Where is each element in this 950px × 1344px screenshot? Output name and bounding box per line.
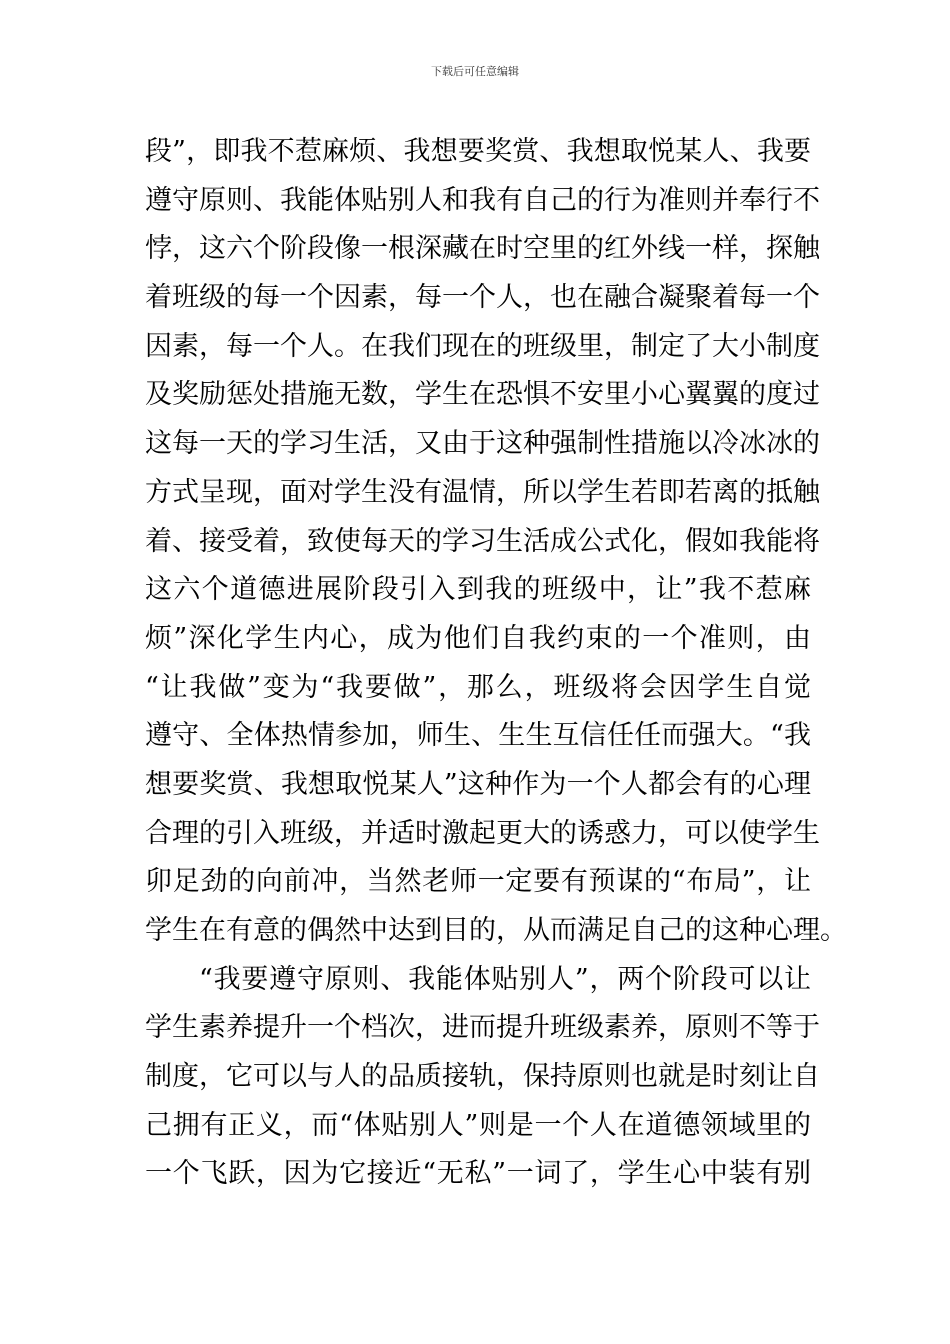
text-line: 着班级的每一个因素，每一个人，也在融合凝聚着每一个 — [145, 282, 820, 314]
text-line: 着、接受着，致使每天的学习生活成公式化，假如我能将 — [145, 525, 820, 557]
text-line: 想要奖赏、我想取悦某人”这种作为一个人都会有的心理 — [145, 768, 811, 800]
page-header: 下载后可任意编辑 — [431, 65, 519, 78]
text-line: 这六个道德进展阶段引入到我的班级中，让”我不惹麻 — [145, 574, 811, 606]
text-line: 己拥有正义，而“体贴别人”则是一个人在道德领域里的 — [145, 1109, 811, 1141]
text-line: 一个飞跃，因为它接近“无私”一词了，学生心中装有别 — [145, 1158, 811, 1190]
text-line: 烦”深化学生内心，成为他们自我约束的一个准则，由 — [145, 622, 811, 654]
text-line: 遵守原则、我能体贴别人和我有自己的行为准则并奉行不 — [145, 184, 820, 216]
text-line: 遵守、全体热情参加，师生、生生互信任任而强大。“我 — [145, 720, 811, 752]
text-line: 因素，每一个人。在我们现在的班级里，制定了大小制度 — [145, 330, 820, 362]
body-text — [145, 128, 847, 1199]
text-line: 段”，即我不惹麻烦、我想要奖赏、我想取悦某人、我要 — [145, 136, 811, 167]
text-line: 悖，这六个阶段像一根深藏在时空里的红外线一样，探触 — [145, 233, 820, 265]
text-line: 方式呈现，面对学生没有温情，所以学生若即若离的抵触 — [145, 476, 820, 508]
paragraph-start-line: “我要遵守原则、我能体贴别人”，两个阶段可以让 — [199, 963, 811, 995]
text-line: 学生素养提升一个档次，进而提升班级素养，原则不等于 — [145, 1012, 820, 1044]
text-line: 制度，它可以与人的品质接轨，保持原则也就是时刻让自 — [145, 1061, 820, 1093]
text-line: 合理的引入班级，并适时激起更大的诱惑力，可以使学生 — [145, 817, 820, 849]
text-line: 这每一天的学习生活，又由于这种强制性措施以冷冰冰的 — [145, 428, 820, 460]
text-line: 及奖励惩处措施无数，学生在恐惧不安里小心翼翼的度过 — [145, 379, 820, 411]
paragraph-end-line: 学生在有意的偶然中达到目的，从而满足自己的这种心理。 — [145, 915, 847, 946]
text-line: “让我做”变为“我要做”，那么，班级将会因学生自觉 — [145, 671, 811, 703]
text-line: 卯足劲的向前冲，当然老师一定要有预谋的“布局”，让 — [145, 866, 811, 898]
